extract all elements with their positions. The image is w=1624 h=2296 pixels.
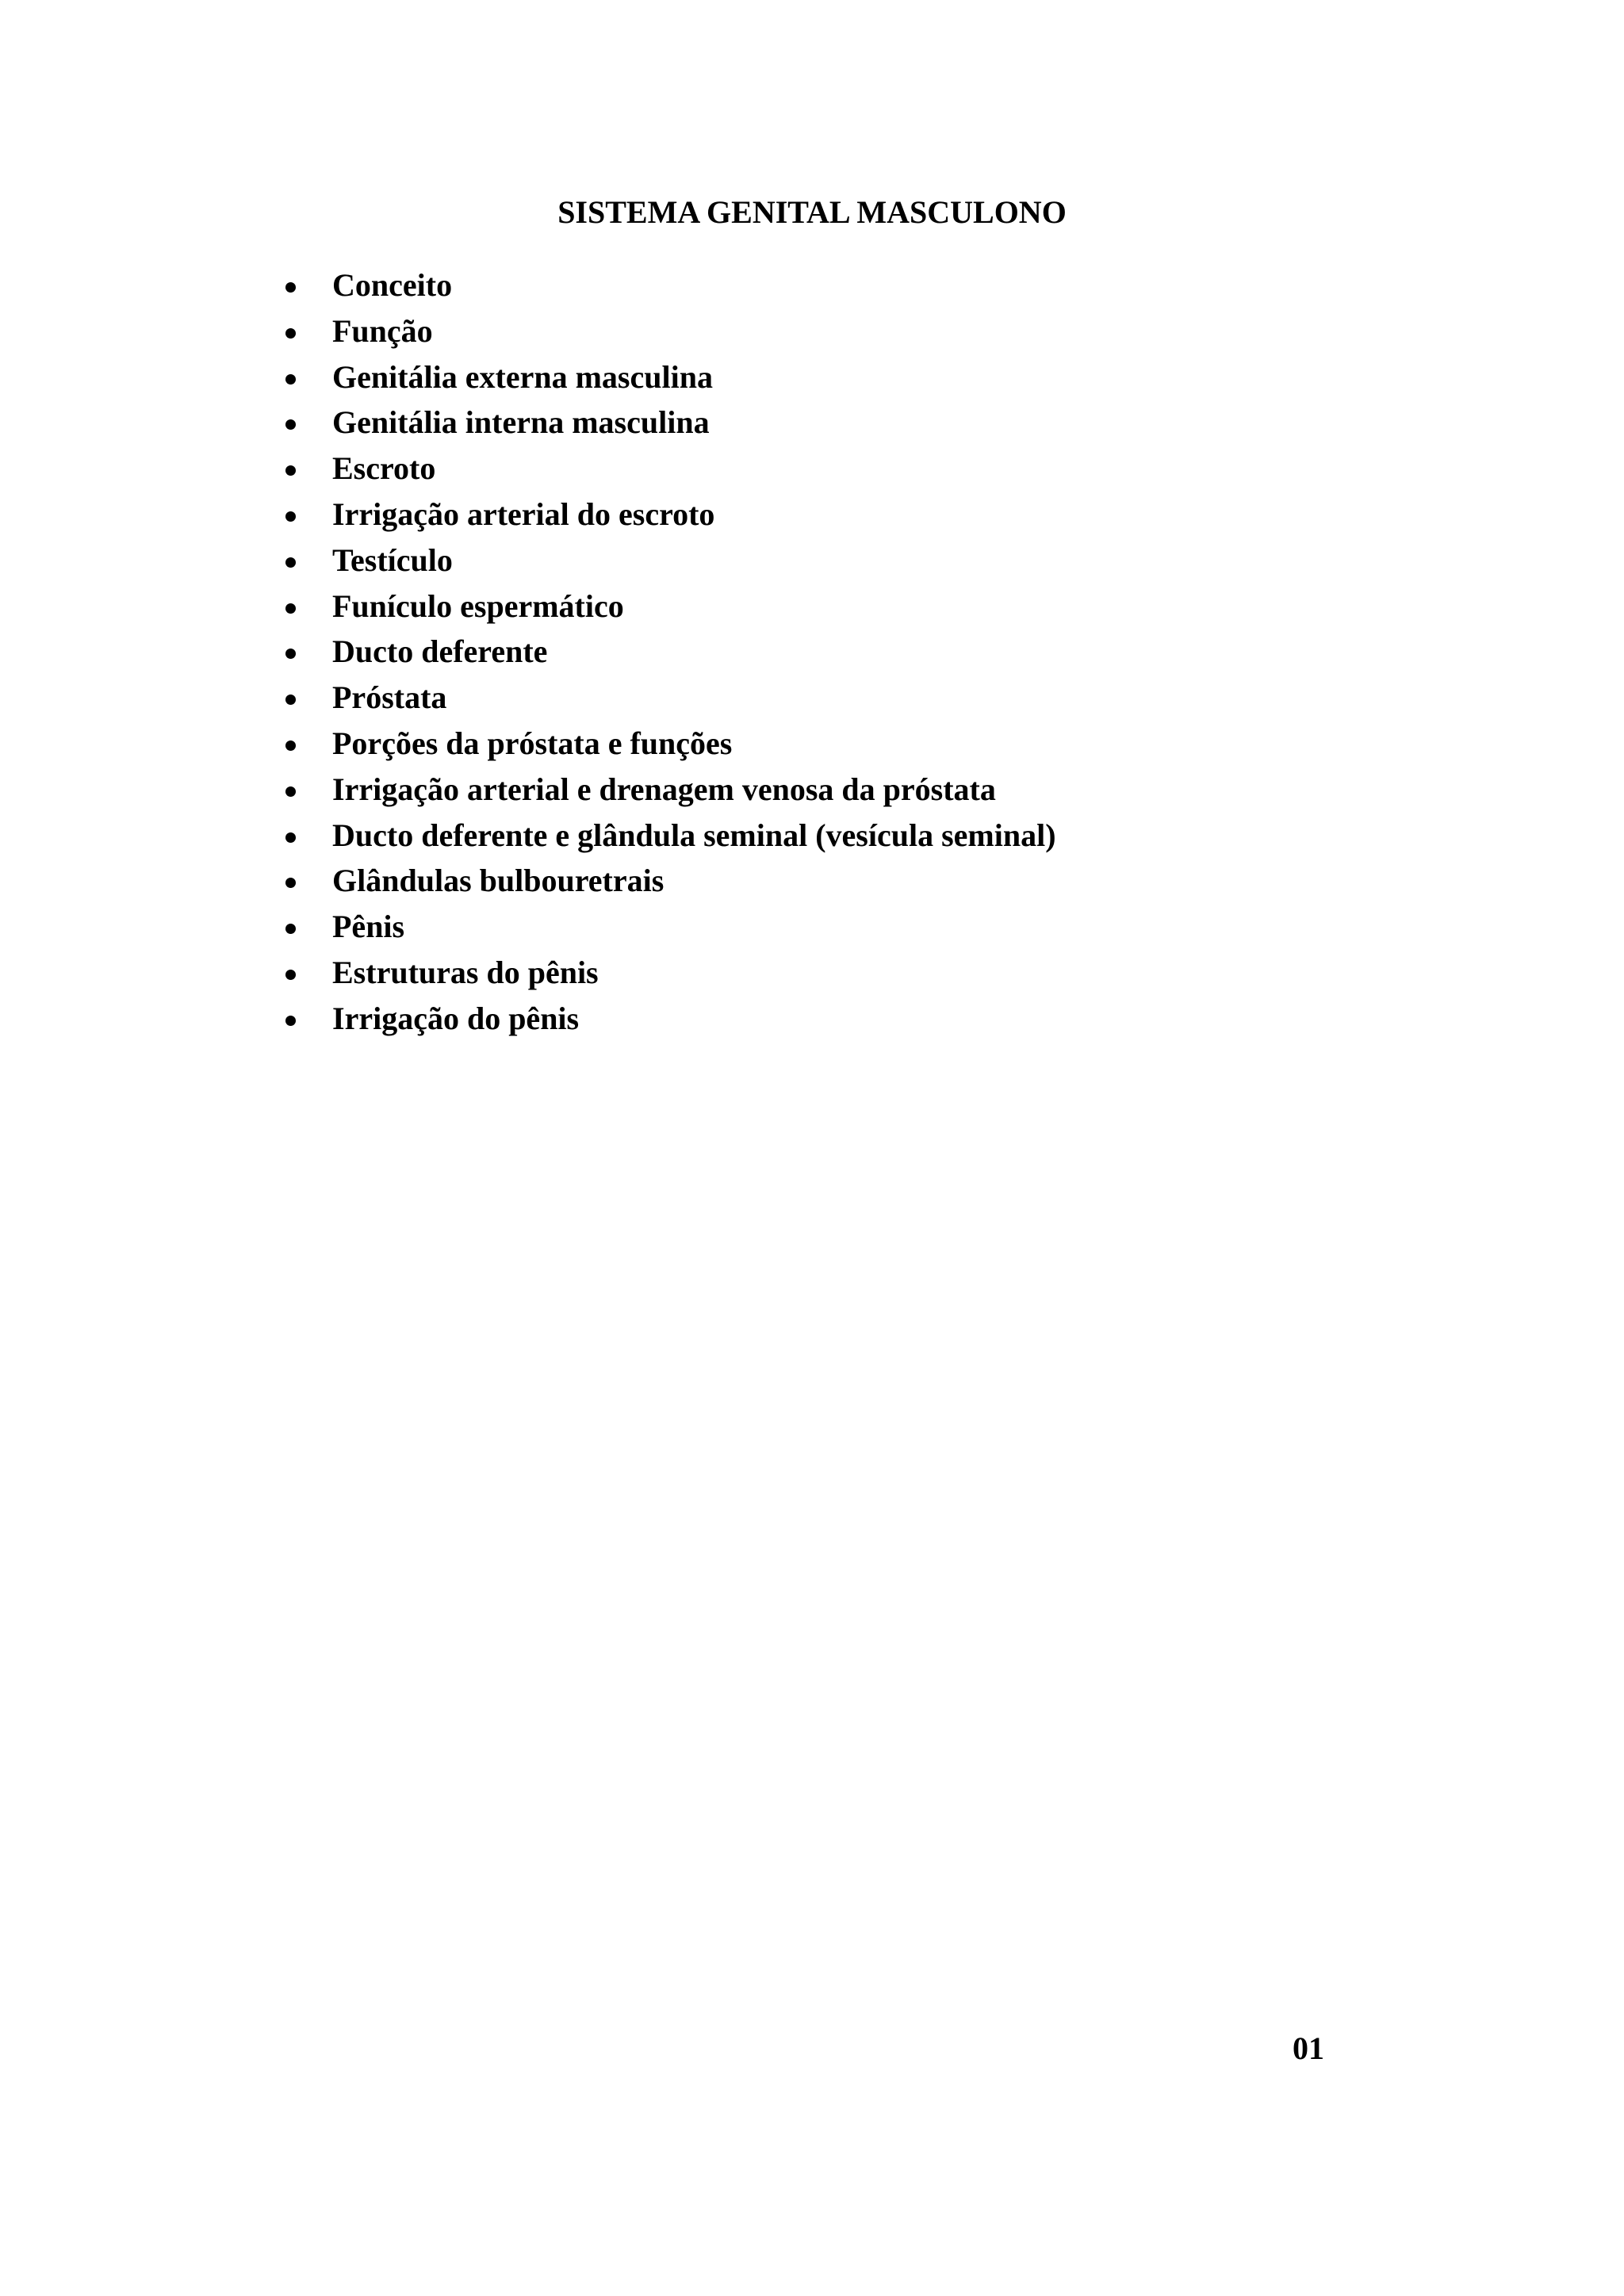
bullet-icon (285, 813, 301, 859)
bullet-icon (285, 996, 301, 1042)
bullet-icon (285, 950, 301, 996)
list-item (285, 584, 1056, 629)
list-item-label: Funículo espermático (332, 587, 624, 624)
bullet-icon (285, 675, 301, 721)
list-item-label: Irrigação arterial e drenagem venosa da próstata (332, 771, 996, 807)
list-item (285, 858, 1056, 904)
list-item-label: Testículo (332, 541, 453, 578)
list-item-label: Função (332, 312, 433, 349)
list-item-label: Ducto deferente e glândula seminal (vesícula seminal) (332, 817, 1056, 853)
list-item (285, 262, 1056, 308)
list-item (285, 400, 1056, 446)
page-number: 01 (1293, 2030, 1324, 2066)
list-item (285, 767, 1056, 813)
list-item (285, 354, 1056, 400)
list-item (285, 904, 1056, 950)
list-item (285, 996, 1056, 1042)
list-item-label: Genitália externa masculina (332, 358, 713, 395)
bullet-icon (285, 492, 301, 538)
list-item-label: Irrigação do pênis (332, 1000, 580, 1036)
bullet-icon (285, 584, 301, 629)
list-item-label: Genitália interna masculina (332, 404, 710, 441)
list-item-label: Conceito (332, 267, 453, 303)
list-item-label: Glândulas bulbouretrais (332, 863, 665, 899)
bullet-icon (285, 904, 301, 950)
bullet-icon (285, 308, 301, 354)
bullet-icon (285, 262, 301, 308)
bullet-icon (285, 538, 301, 584)
list-item-label: Estruturas do pênis (332, 954, 599, 990)
bullet-icon (285, 721, 301, 767)
list-item (285, 950, 1056, 996)
list-item (285, 446, 1056, 492)
list-item (285, 629, 1056, 675)
list-item-label: Irrigação arterial do escroto (332, 496, 715, 532)
list-item (285, 813, 1056, 859)
bullet-icon (285, 446, 301, 492)
list-item (285, 675, 1056, 721)
page-title: SISTEMA GENITAL MASCULONO (557, 194, 1067, 230)
bullet-icon (285, 858, 301, 904)
bullet-icon (285, 354, 301, 400)
list-item (285, 492, 1056, 538)
topic-list (285, 262, 1056, 1042)
list-item-label: Pênis (332, 909, 405, 945)
list-item (285, 538, 1056, 584)
bullet-icon (285, 629, 301, 675)
bullet-icon (285, 767, 301, 813)
list-item-label: Próstata (332, 679, 447, 716)
bullet-icon (285, 400, 301, 446)
list-item-label: Ducto deferente (332, 633, 548, 670)
list-item-label: Porções da próstata e funções (332, 725, 733, 761)
list-item-label: Escroto (332, 450, 436, 487)
list-item (285, 308, 1056, 354)
list-item (285, 721, 1056, 767)
